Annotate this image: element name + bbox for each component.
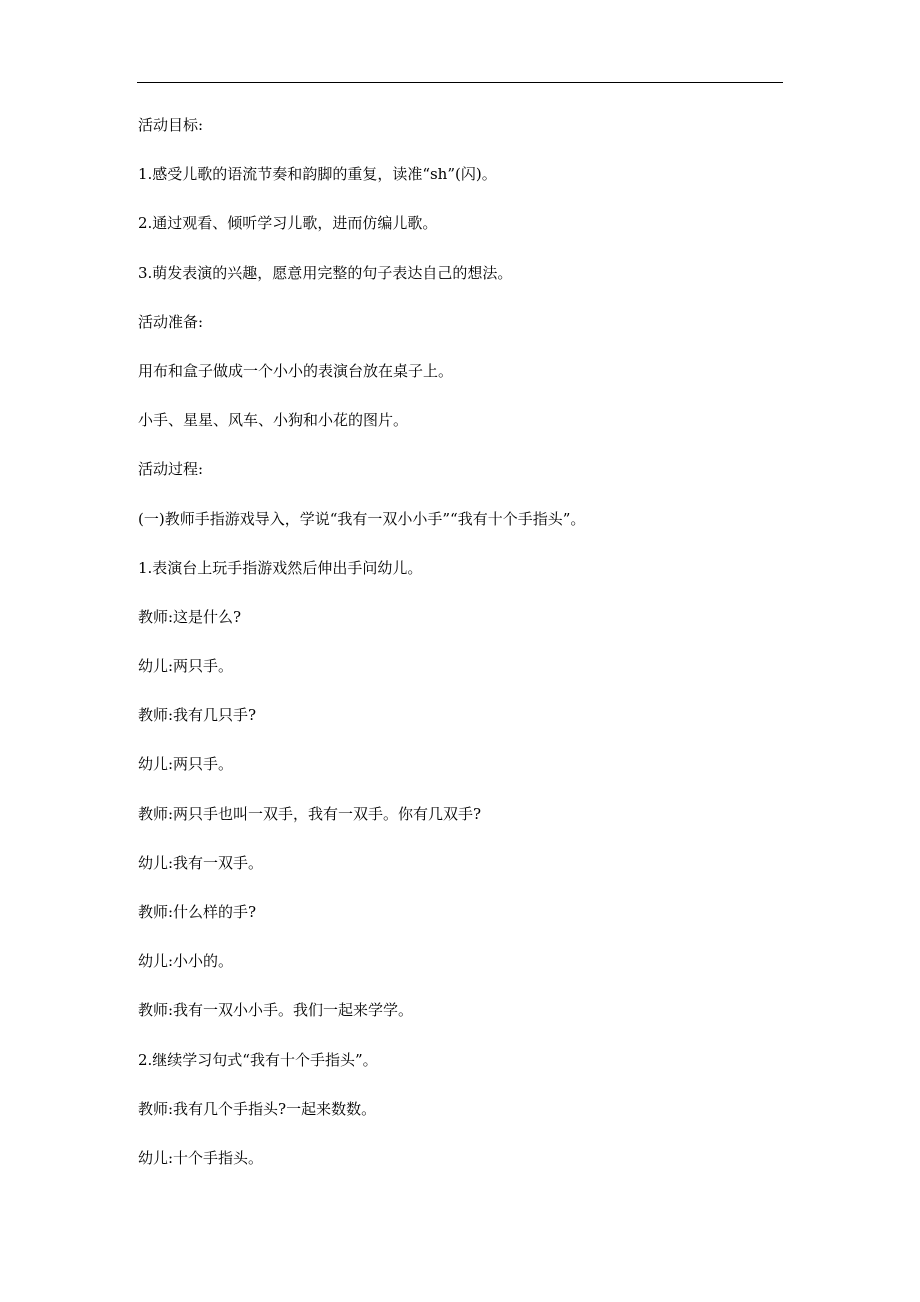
section-heading-preparation: 活动准备: bbox=[138, 312, 204, 331]
dialogue-line: 幼儿:两只手。 bbox=[138, 755, 234, 774]
dialogue-line: 幼儿:小小的。 bbox=[138, 952, 234, 971]
document-body bbox=[138, 112, 778, 1194]
goal-item-2: 2.通过观看、倾听学习儿歌，进而仿编儿歌。 bbox=[138, 214, 438, 233]
dialogue-line: 教师:我有一双小小手。我们一起来学学。 bbox=[138, 1001, 414, 1020]
section-heading-goals: 活动目标: bbox=[138, 116, 204, 134]
dialogue-line: 教师:我有几只手? bbox=[138, 706, 257, 725]
dialogue-line: 幼儿:十个手指头。 bbox=[138, 1148, 264, 1167]
goal-item-3: 3.萌发表演的兴趣，愿意用完整的句子表达自己的想法。 bbox=[138, 263, 513, 282]
preparation-item-1: 用布和盒子做成一个小小的表演台放在桌子上。 bbox=[138, 361, 454, 380]
section-heading-process: 活动过程: bbox=[138, 460, 204, 479]
dialogue-line: 幼儿:我有一双手。 bbox=[138, 853, 264, 872]
dialogue-line: 幼儿:两只手。 bbox=[138, 657, 234, 676]
dialogue-line: 教师:什么样的手? bbox=[138, 903, 257, 921]
process-step-1-heading: (一)教师手指游戏导入，学说“我有一双小小手”“我有十个手指头”。 bbox=[138, 509, 586, 528]
goal-item-1: 1.感受儿歌的语流节奏和韵脚的重复，读准“sh”(闪)。 bbox=[138, 165, 497, 184]
dialogue-line: 教师:我有几个手指头?一起来数数。 bbox=[138, 1099, 377, 1118]
process-substep-2: 2.继续学习句式“我有十个手指头”。 bbox=[138, 1050, 378, 1069]
preparation-item-2: 小手、星星、风车、小狗和小花的图片。 bbox=[138, 411, 409, 430]
dialogue-line: 教师:两只手也叫一双手，我有一双手。你有几双手? bbox=[138, 804, 482, 823]
dialogue-line: 教师:这是什么? bbox=[138, 607, 242, 626]
header-rule bbox=[137, 82, 783, 83]
process-substep-1: 1.表演台上玩手指游戏然后伸出手问幼儿。 bbox=[138, 558, 423, 577]
